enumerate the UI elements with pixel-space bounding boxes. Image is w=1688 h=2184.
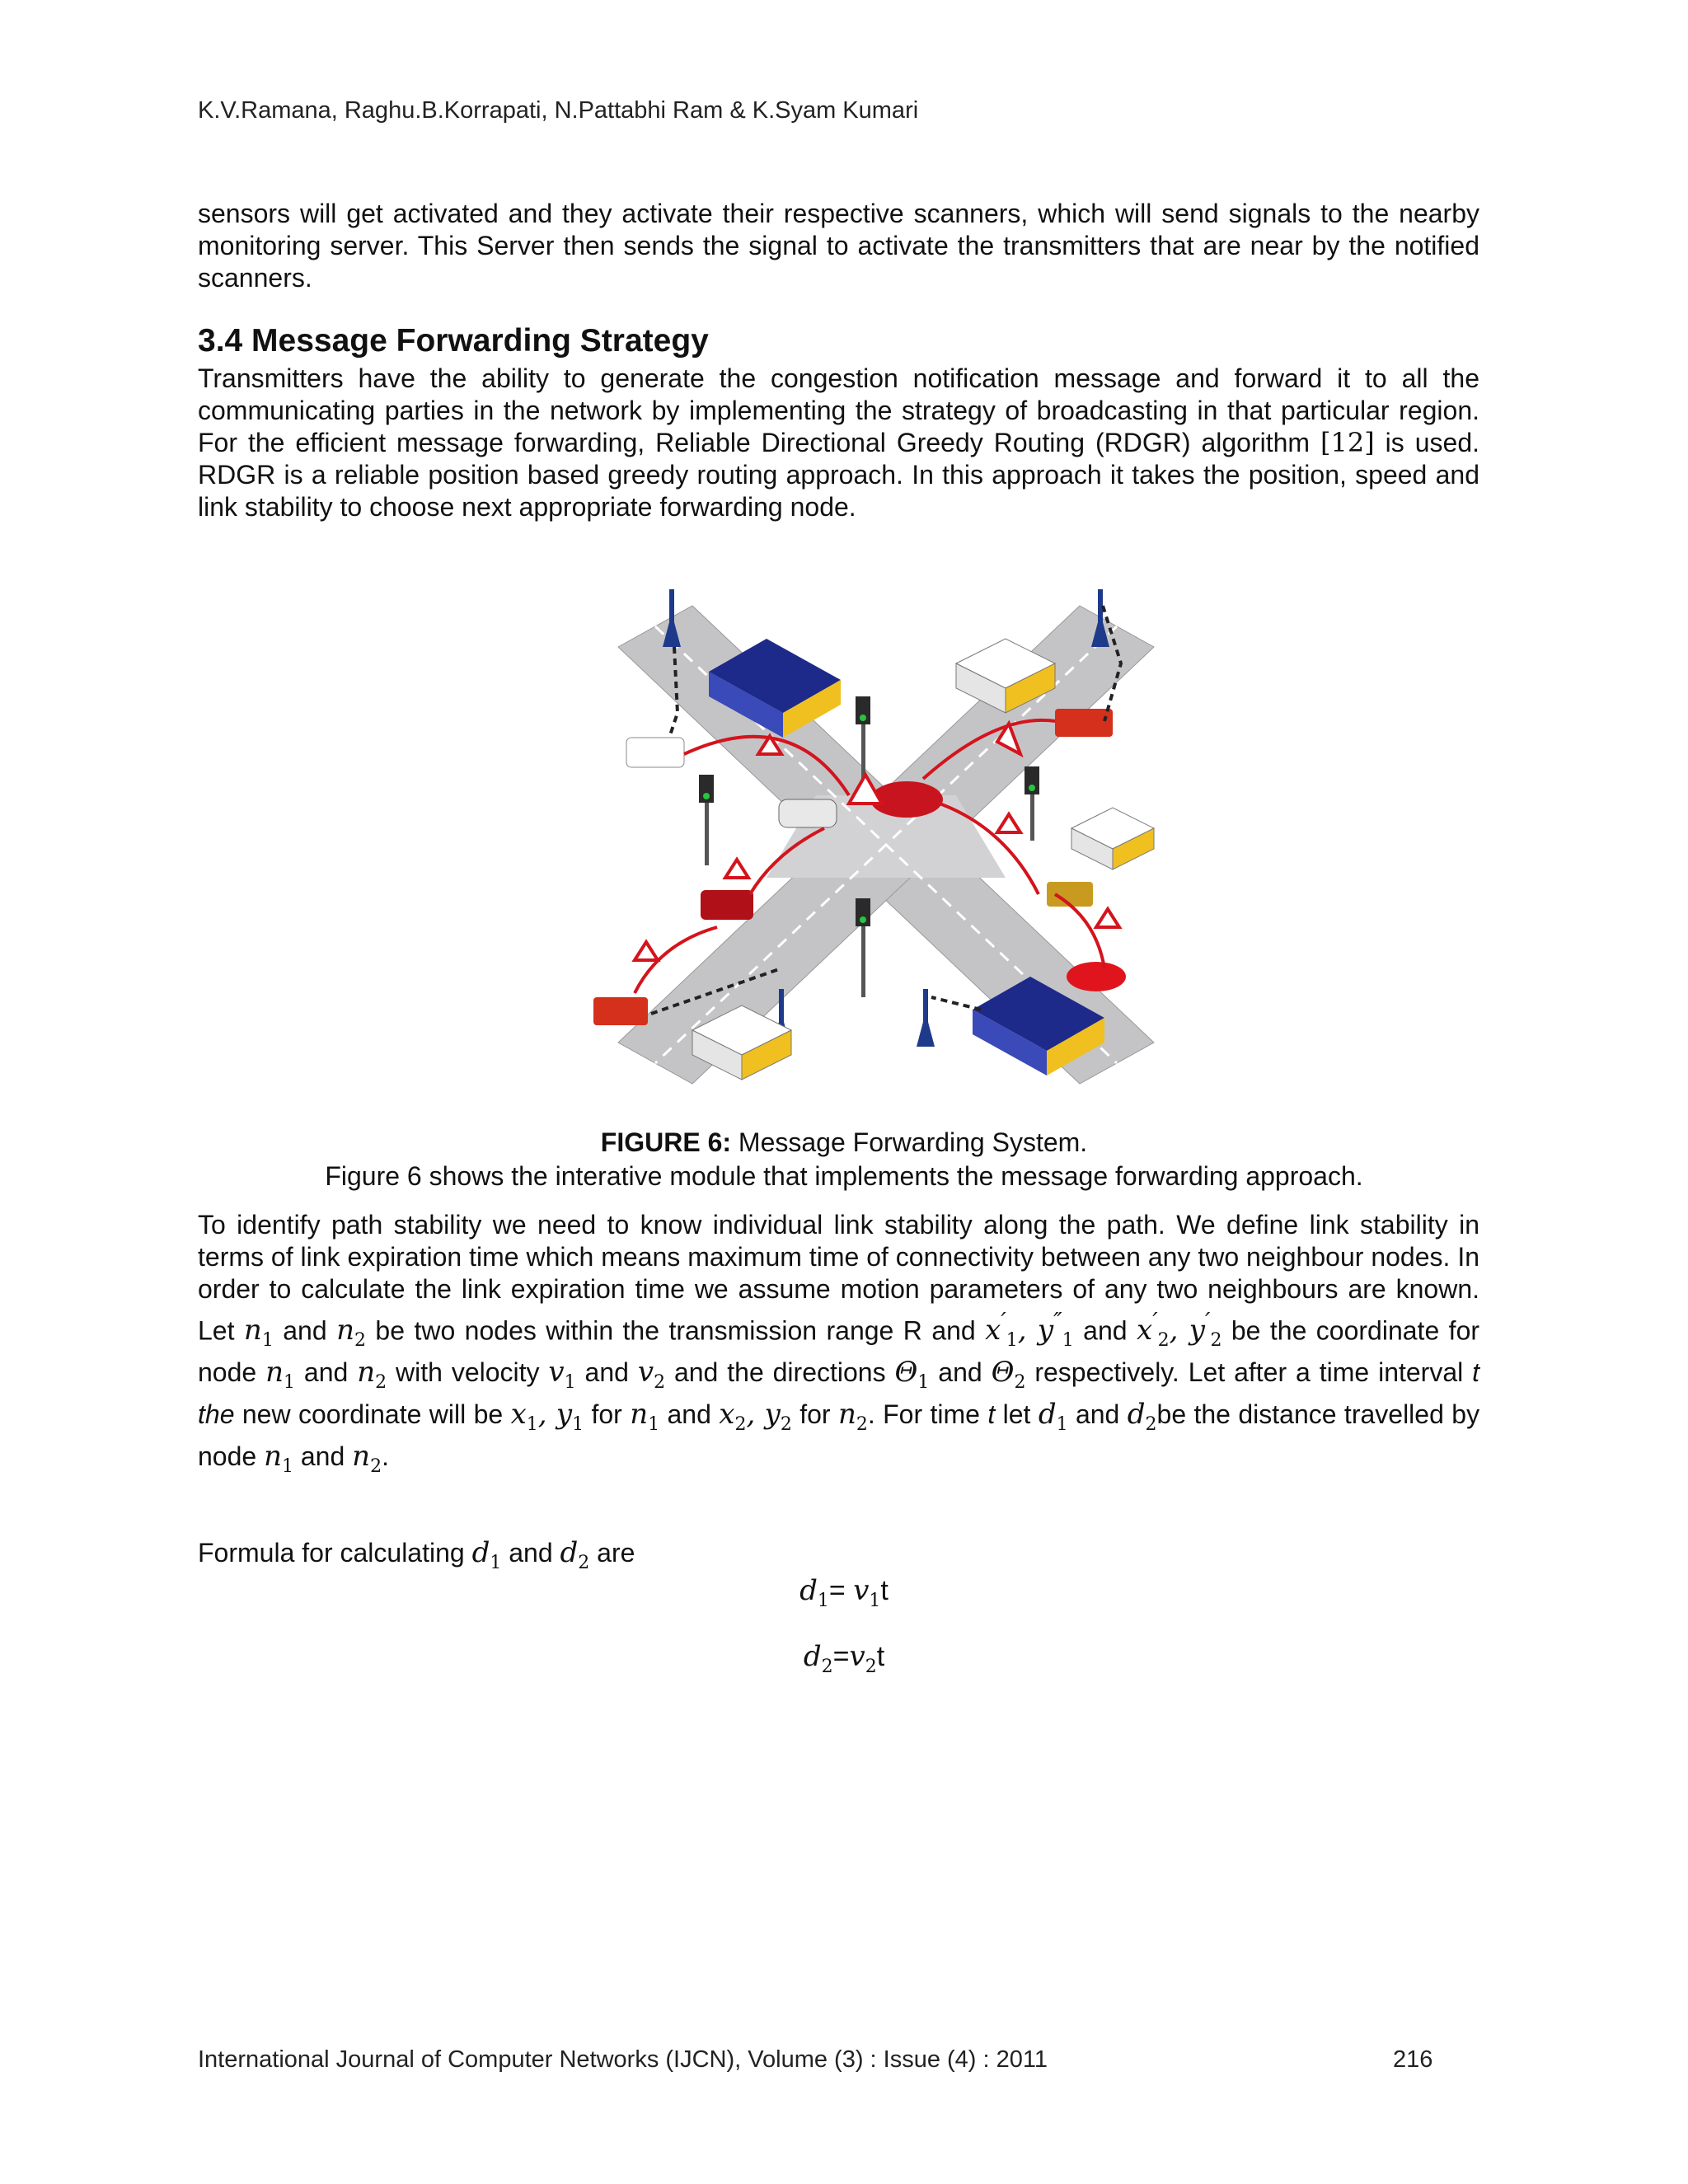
symbol-n2: $n_2$	[336, 1314, 366, 1352]
page-number: 216	[1393, 2046, 1433, 2073]
symbol-n1: $n_1$	[243, 1314, 274, 1352]
equation-d1: $d_1= v_1t$	[799, 1574, 889, 1611]
formula-intro: Formula for calculating $d_1$ and $d_2$ are	[198, 1536, 635, 1573]
body-paragraph: To identify path stability we need to know individual link stability along the path. We define link stability in terms of link expiration time which means maximum time of connectivity between any two neighbour nodes. In order to calculate the link expiration time we assume motion parameters of any two neighbours are known. Let $n_1$ and $n_2$ be two nodes within the transmission range R and $x'_1$, $y''_1$ and $x'_2$, $y'_2$ be the coordinate for node $n_1$ and $n_2$ with velocity $v_1$ and $v_2$ and the directions $\Theta_1$ and $\Theta_2$ respectively. Let after a time interval t the new coordinate will be $x_1$, $y_1$ for $n_1$ and $x_2$, $y_2$ for $n_2$. For time t let $d_1$ and $d_2be$ the distance travelled by node $n_1$ and $n_2$.	[198, 1210, 1480, 1477]
section-heading: 3.4 Message Forwarding Strategy	[198, 323, 709, 359]
running-header: K.V.Ramana, Raghu.B.Korrapati, N.Pattabhi Ram & K.Syam Kumari	[198, 97, 919, 124]
equation-d2: $d_2=v_2t$	[803, 1640, 885, 1677]
figure-description: Figure 6 shows the interative module that implements the message forwarding approach.	[325, 1161, 1363, 1191]
section-paragraph: Transmitters have the ability to generate the congestion notification message and forward it to all the communicating parties in the network by implementing the strategy of broadcasting in that particular region. For the efficient message forwarding, Reliable Directional Greedy Routing (RDGR) algorithm [12] is used. RDGR is a reliable position based greedy routing approach. In this approach it takes the position, speed and link stability to choose next appropriate forwarding node.	[198, 363, 1480, 522]
journal-footer: International Journal of Computer Networks (IJCN), Volume (3) : Issue (4) : 2011	[198, 2046, 1048, 2073]
message-forwarding-figure	[577, 581, 1195, 1108]
intro-paragraph: sensors will get activated and they activate their respective scanners, which will send signals to the nearby monitoring server. This Server then sends the signal to activate the transmitters that are near by the notified scanners.	[198, 199, 1479, 293]
citation-ref[interactable]: [12]	[1320, 427, 1375, 458]
figure-caption: FIGURE 6: Message Forwarding System.	[600, 1127, 1088, 1157]
